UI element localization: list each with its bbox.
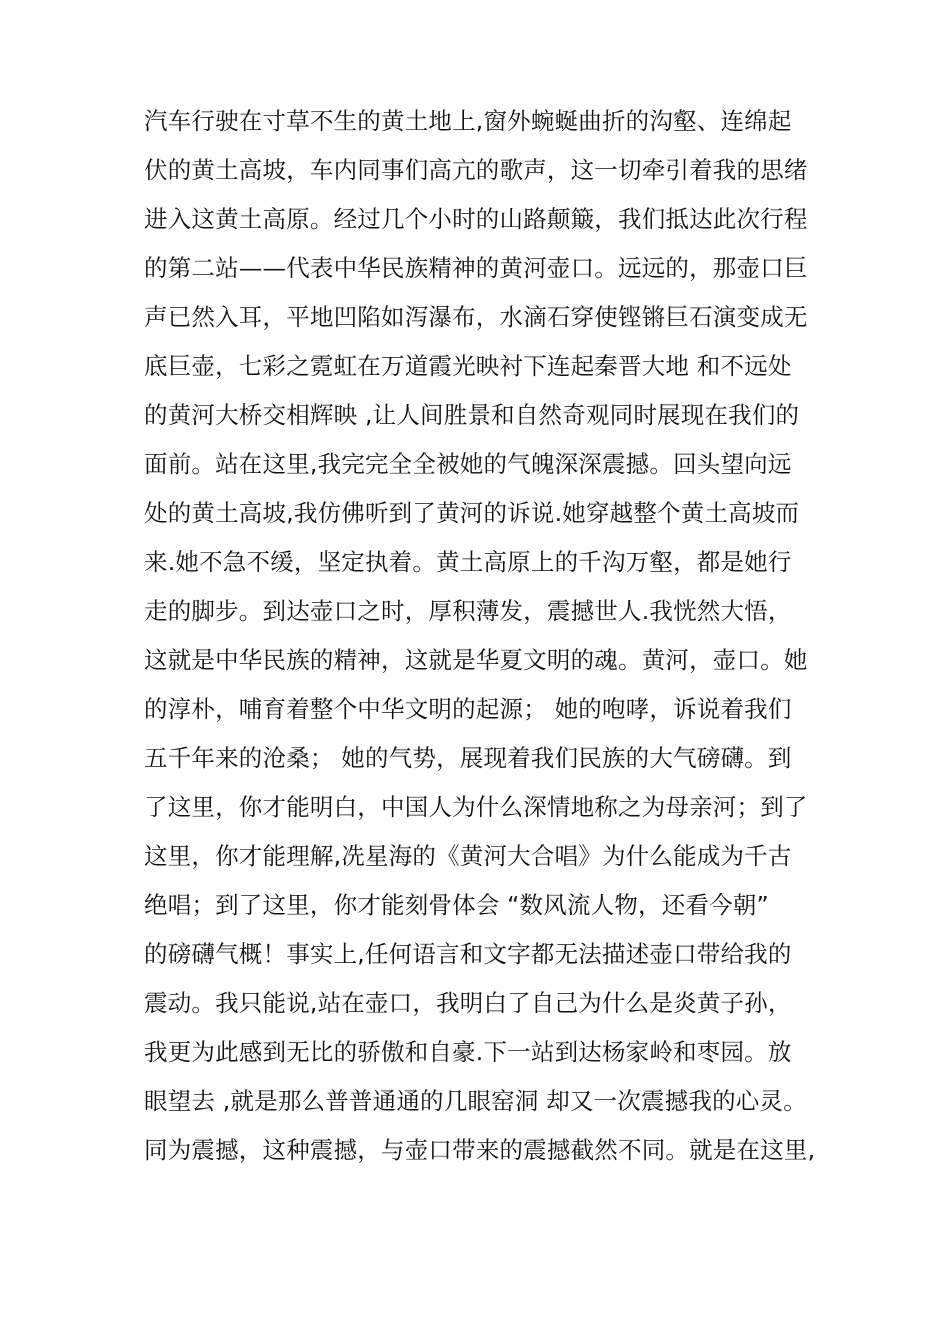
text-line: 这就是中华民族的精神，这就是华夏文明的魂。黄河，壶口。她 [144,646,808,674]
text-line: 的黄河大桥交相辉映 ,让人间胜景和自然奇观同时展现在我们的 [144,401,800,429]
text-line: 面前。站在这里,我完完全全被她的气魄深深震撼。回头望向远 [144,450,792,478]
text-line: 底巨壶，七彩之霓虹在万道霞光映衬下连起秦晋大地 和不远处 [144,352,792,380]
text-line: 绝唱；到了这里，你才能刻骨体会 “数风流人物，还看今朝” [144,891,769,919]
text-line: 这里，你才能理解,冼星海的《黄河大合唱》为什么能成为千古 [144,842,792,870]
text-line: 我更为此感到无比的骄傲和自豪.下一站到达杨家岭和枣园。放 [144,1038,792,1066]
text-line: 的第二站——代表中华民族精神的黄河壶口。远远的，那壶口巨 [144,254,808,282]
text-line: 同为震撼，这种震撼，与壶口带来的震撼截然不同。就是在这里, [144,1136,816,1164]
text-line: 震动。我只能说,站在壶口，我明白了自己为什么是炎黄子孙， [144,989,792,1017]
text-line: 的磅礴气概！事实上,任何语言和文字都无法描述壶口带给我的 [144,940,792,968]
text-line: 眼望去 ,就是那么普普通通的几眼窑洞 却又一次震撼我的心灵。 [144,1087,807,1115]
body-text [144,97,824,1175]
text-line: 汽车行驶在寸草不生的黄土地上,窗外蜿蜒曲折的沟壑、连绵起 [144,107,792,135]
text-line: 来.她不急不缓，坚定执着。黄土高原上的千沟万壑，都是她行 [144,548,792,576]
text-line: 走的脚步。到达壶口之时，厚积薄发，震撼世人.我恍然大悟， [144,597,792,625]
text-line: 进入这黄土高原。经过几个小时的山路颠簸，我们抵达此次行程 [144,205,808,233]
text-line: 了这里，你才能明白，中国人为什么深情地称之为母亲河；到了 [144,793,808,821]
text-line: 声已然入耳，平地凹陷如泻瀑布，水滴石穿使铿锵巨石演变成无 [144,303,808,331]
text-line: 处的黄土高坡,我仿佛听到了黄河的诉说.她穿越整个黄土高坡而 [144,499,800,527]
text-line: 五千年来的沧桑； 她的气势，展现着我们民族的大气磅礴。到 [144,744,792,772]
text-line: 的淳朴，哺育着整个中华文明的起源； 她的咆哮，诉说着我们 [144,695,792,723]
text-line: 伏的黄土高坡，车内同事们高亢的歌声，这一切牵引着我的思绪 [144,156,808,184]
